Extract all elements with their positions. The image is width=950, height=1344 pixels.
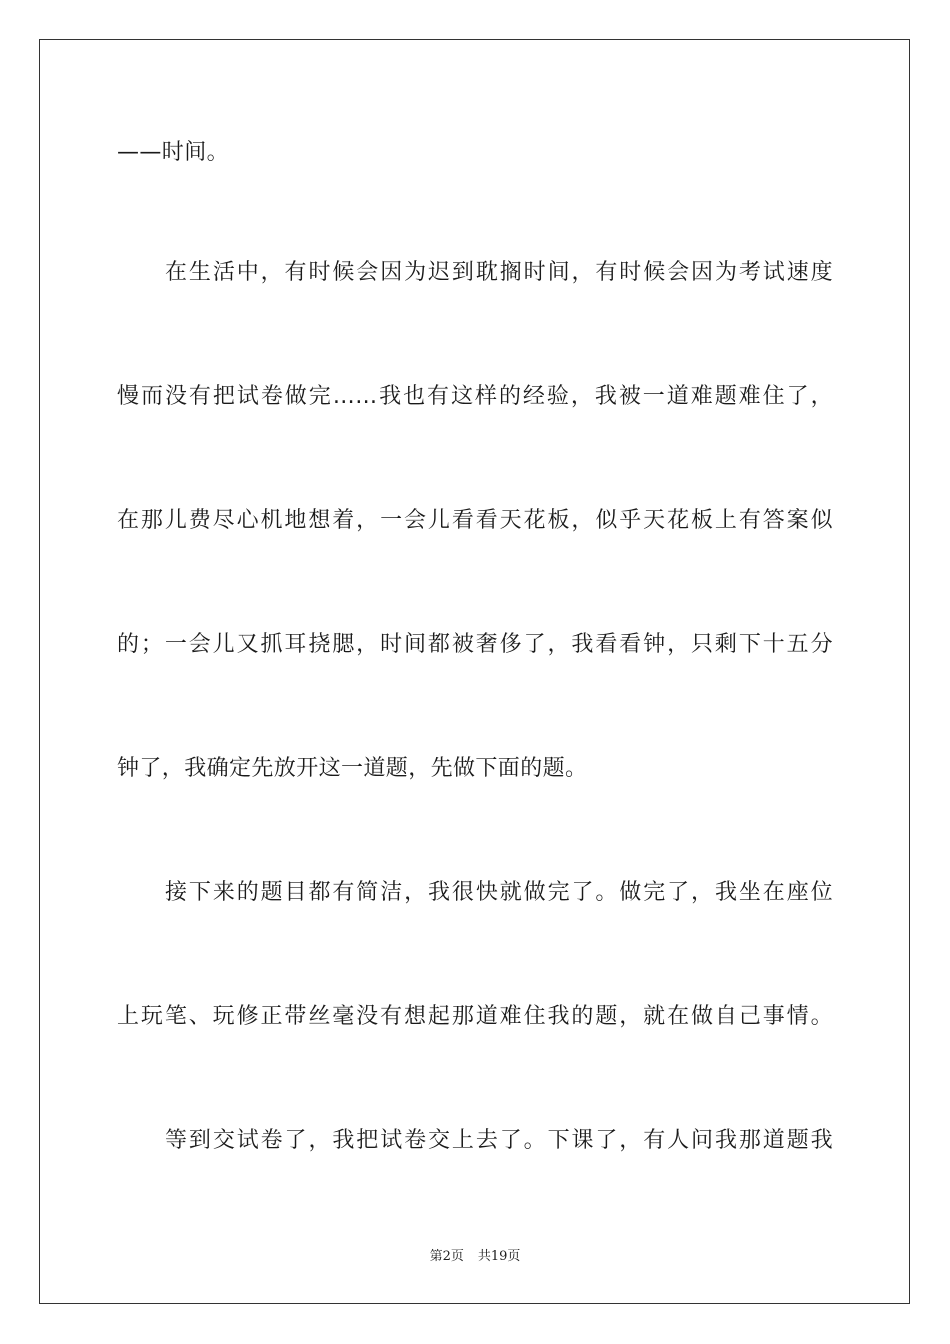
text-line: 钟了，我确定先放开这一道题，先做下面的题。 — [117, 756, 588, 781]
page-border — [39, 39, 910, 1304]
page-footer — [0, 1248, 950, 1266]
text-line: 的；一会儿又抓耳挠腮，时间都被奢侈了，我看看钟，只剩下十五分 — [117, 632, 833, 657]
page-number: 第2页 — [429, 1249, 464, 1264]
paragraph-start-line: 接下来的题目都有简洁，我很快就做完了。做完了，我坐在座位 — [165, 880, 833, 905]
page-total: 共19页 — [477, 1249, 521, 1264]
paragraph-start-line: 在生活中，有时候会因为迟到耽搁时间，有时候会因为考试速度 — [165, 260, 833, 285]
text-line: 在那儿费尽心机地想着，一会儿看看天花板，似乎天花板上有答案似 — [117, 508, 833, 533]
paragraph-start-line: 等到交试卷了，我把试卷交上去了。下课了，有人问我那道题我 — [165, 1128, 833, 1153]
text-line: 慢而没有把试卷做完……我也有这样的经验，我被一道难题难住了， — [117, 384, 833, 409]
text-line: 上玩笔、玩修正带丝毫没有想起那道难住我的题，就在做自己事情。 — [117, 1004, 833, 1029]
text-line: ——时间。 — [117, 140, 230, 165]
